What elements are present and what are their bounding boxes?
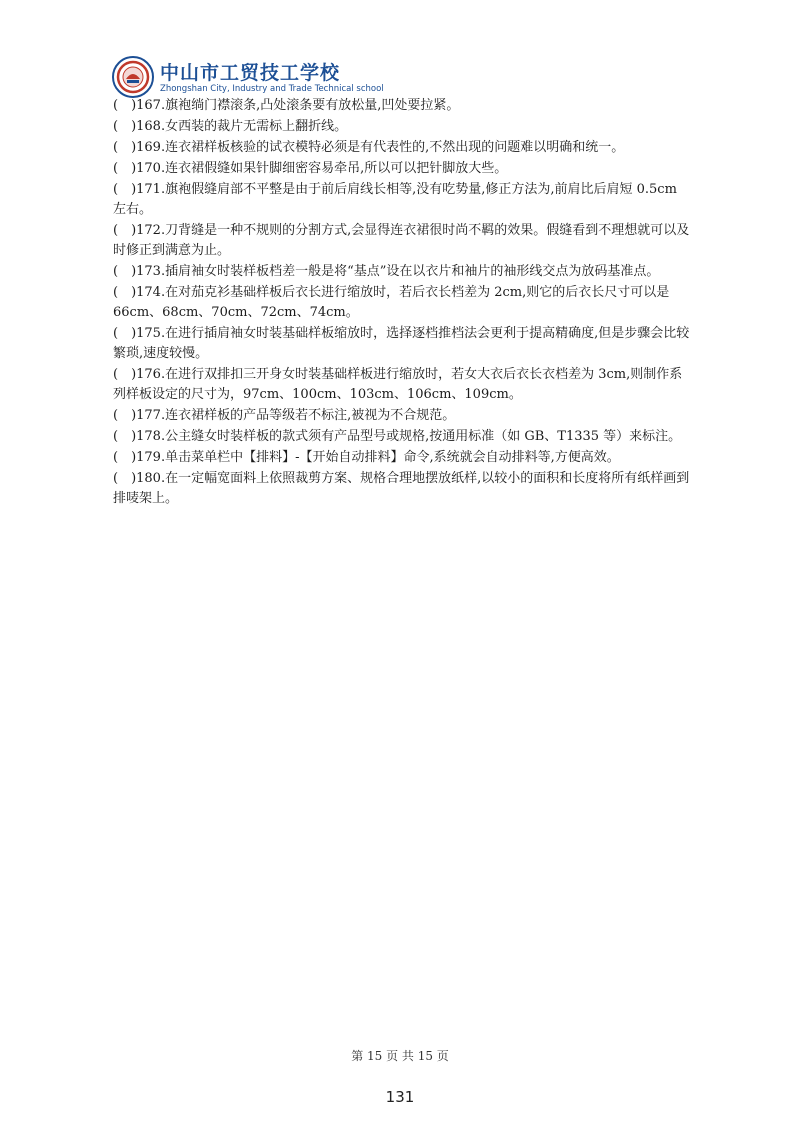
question-item-176: ( )176.在进行双排扣三开身女时装基础样板进行缩放时，若女大衣后衣长衣档差为 3cm,则制作系列样板设定的尺寸为，97cm、100cm、103cm、106cm、109cm。 bbox=[113, 367, 683, 402]
question-item-167: ( )167.旗袍绱门襟滚条,凸处滚条要有放松量,凹处要拉紧。 bbox=[113, 98, 460, 113]
question-item-180: ( )180.在一定幅宽面料上依照裁剪方案、规格合理地摆放纸样,以较小的面积和长度将所有纸样画到排唛架上。 bbox=[113, 471, 690, 506]
school-seal-logo-icon bbox=[112, 56, 154, 98]
question-item-178: ( )178.公主缝女时装样板的款式须有产品型号或规格,按通用标准（如 GB、T1335 等）来标注。 bbox=[113, 429, 682, 444]
question-item-175: ( )175.在进行插肩袖女时装基础样板缩放时，选择逐档推档法会更利于提高精确度,但是步骤会比较繁琐,速度较慢。 bbox=[113, 326, 690, 361]
question-list bbox=[113, 96, 691, 510]
question-item-173: ( )173.插肩袖女时装样板档差一般是将“基点”设在以衣片和袖片的袖形线交点为放码基准点。 bbox=[113, 264, 660, 279]
question-item-177: ( )177.连衣裙样板的产品等级若不标注,被视为不合规范。 bbox=[113, 408, 456, 423]
question-item-179: ( )179.单击菜单栏中【排料】-【开始自动排料】命令,系统就会自动排料等,方便高效。 bbox=[113, 450, 620, 465]
question-item-168: ( )168.女西装的裁片无需标上翻折线。 bbox=[113, 119, 348, 134]
school-name: 中山市工贸技工学校 bbox=[160, 62, 341, 84]
question-item-174: ( )174.在对茄克衫基础样板后衣长进行缩放时，若后衣长档差为 2cm,则它的后衣长尺寸可以是 66cm、68cm、70cm、72cm、74cm。 bbox=[113, 285, 670, 320]
question-item-171: ( )171.旗袍假缝肩部不平整是由于前后肩线长相等,没有吃势量,修正方法为,前肩比后肩短 0.5cm 左右。 bbox=[113, 182, 677, 217]
school-name-english: Zhongshan City, Industry and Trade Technical school bbox=[160, 84, 384, 94]
question-item-169: ( )169.连衣裙样板核验的试衣模特必须是有代表性的,不然出现的问题难以明确和统一。 bbox=[113, 140, 625, 155]
page-info: 第 15 页 共 15 页 bbox=[351, 1049, 449, 1063]
question-item-170: ( )170.连衣裙假缝如果针脚细密容易牵吊,所以可以把针脚放大些。 bbox=[113, 161, 508, 176]
page-number: 131 bbox=[385, 1088, 415, 1106]
question-item-172: ( )172.刀背缝是一种不规则的分割方式,会显得连衣裙很时尚不羁的效果。假缝看到不理想就可以及时修正到满意为止。 bbox=[113, 223, 690, 258]
